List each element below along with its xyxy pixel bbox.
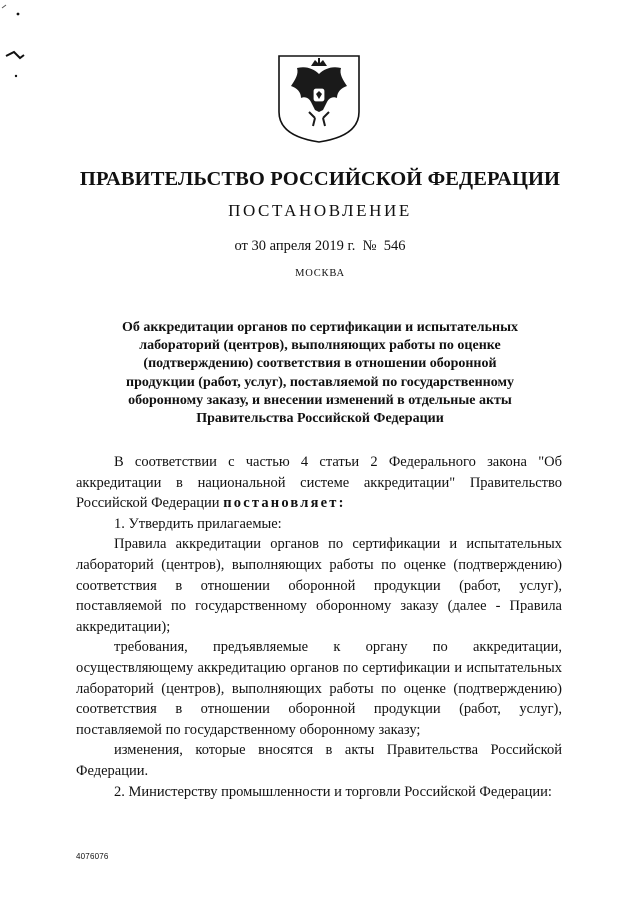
subject-line: (подтверждению) соответствия в отношении оборонной (143, 356, 497, 372)
item-2-paragraph: 2. Министерству промышленности и торговли Российской Федерации: (114, 783, 552, 800)
rules-paragraph: Правила аккредитации органов по сертификации и испытательных лабораторий (центров), выполняющих работы по оценке (подтверждению) соответствия в отношении оборонной продукции (работ, услуг), поставляемой по государственному оборонному заказу (далее - Правила аккредитации); (76, 536, 562, 635)
item-1-paragraph: 1. Утвердить прилагаемые: (114, 515, 282, 532)
decree-subject (92, 319, 548, 428)
decree-number: 546 (383, 238, 406, 254)
coat-of-arms-icon (275, 52, 363, 144)
preamble-text: В соответствии с частью 4 статьи 2 Федерального закона "Об аккредитации в национальной системе аккредитации" Правительство Российской Федерации (76, 454, 562, 512)
document-type: ПОСТАНОВЛЕНИЕ (228, 201, 412, 220)
subject-line: Об аккредитации органов по сертификации и испытательных (121, 320, 519, 335)
subject-line: продукции (работ, услуг), поставляемой по государственному (126, 374, 514, 390)
subject-line: лабораторий (центров), выполняющих работы по оценке (139, 338, 501, 354)
document-code: 4076076 (76, 852, 109, 861)
changes-paragraph: изменения, которые вносятся в акты Правительства Российской Федерации. (76, 742, 562, 779)
preamble-paragraph (76, 452, 562, 514)
number-label: № (362, 238, 377, 254)
decree-body (76, 452, 562, 802)
decree-date: от 30 апреля 2019 г. (234, 238, 356, 254)
city: МОСКВА (295, 268, 345, 279)
requirements-paragraph: требования, предъявляемые к органу по аккредитации, осуществляющему аккредитацию органов по сертификации и испытательных лабораторий (центров), выполняющих работы по оценке (подтверждению) соответствия в отношении оборонной продукции (работ, услуг), поставляемой по государственному оборонному заказу; (76, 639, 562, 738)
subject-line: Правительства Российской Федерации (196, 411, 444, 427)
date-number-line (0, 238, 640, 255)
decree-word: постановляет: (223, 495, 346, 512)
subject-line: оборонному заказу, и внесении изменений в отдельные акты (128, 392, 512, 408)
government-title: ПРАВИТЕЛЬСТВО РОССИЙСКОЙ ФЕДЕРАЦИИ (79, 168, 561, 190)
